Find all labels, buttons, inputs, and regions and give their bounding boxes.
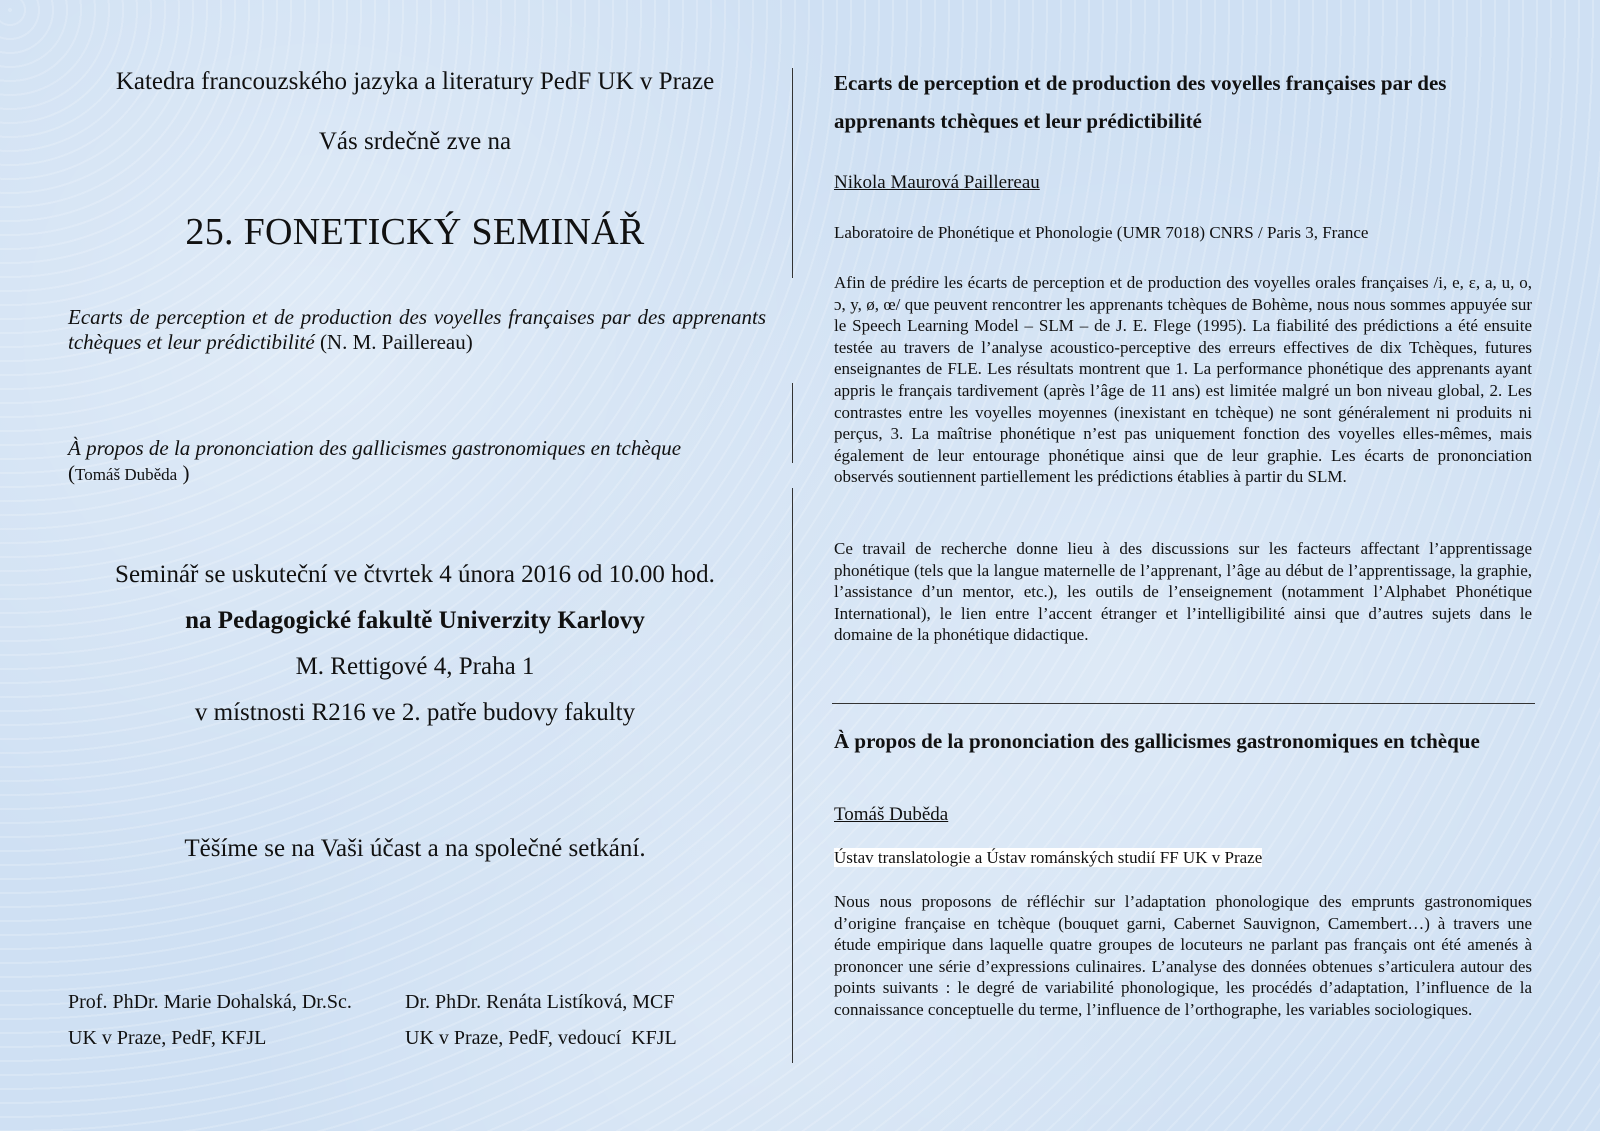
talk-1 — [68, 305, 766, 355]
column-divider-bottom — [792, 488, 793, 1063]
signature-affiliation: UK v Praze, PedF, vedoucí KFJL — [405, 1027, 677, 1049]
column-divider-middle — [792, 383, 793, 463]
abstract-2-paragraph-1: Nous nous proposons de réfléchir sur l’adaptation phonologique des emprunts gastronomiques d’origine française en tchèque (bouquet garni, Cabernet Sauvignon, Camembert…) à travers une étude empirique dans laquelle quatre groupes de locuteurs ne parlant pas français ont été amenés à prononcer une série d’expressions culinaires. L’analyse des données obtenues s’articulera autour des points suivants : le degré de variabilité phonologique, les procédés d’adaptation, l’influence de la connaissance conceptuelle du terme, l’influence de l’orthographe, les variables sociologiques. — [834, 892, 1532, 1019]
abstract-1-paragraph-2: Ce travail de recherche donne lieu à des discussions sur les facteurs affectant l’apprentissage phonétique (tels que la langue maternelle de l’apprenant, l’âge au début de l’apprentissage, la graphie, l’assistance d’un mentor, etc.), les outils de l’enseignement (notamment l’Alphabet Phonétique International), le lien entre l’accent étranger et l’intelligibilité ainsi que d’autres sujets dans le domaine de la phonétique didactique. — [834, 539, 1532, 645]
seminar-title: 25. FONETICKÝ SEMINÁŘ — [185, 211, 645, 253]
invitation-text: Vás srdečně zve na — [318, 128, 512, 155]
column-divider-top — [792, 68, 793, 278]
signature-name: Dr. PhDr. Renáta Listíková, MCF — [405, 991, 675, 1013]
talk-2 — [68, 436, 766, 487]
talk-1-title: Ecarts de perception et de production des voyelles françaises par des apprenants tchèques et leur prédictibilité — [68, 305, 766, 354]
signature-2 — [405, 984, 765, 1056]
talk-2-author: Tomáš Duběda — [75, 465, 178, 484]
abstract-2-title: À propos de la prononciation des gallicismes gastronomiques en tchèque — [834, 729, 1480, 753]
abstract-separator — [832, 703, 1535, 704]
abstract-2-affiliation — [834, 848, 1532, 868]
signature-name: Prof. PhDr. Marie Dohalská, Dr.Sc. — [68, 991, 352, 1013]
signature-1 — [68, 984, 388, 1056]
seminar-venue: na Pedagogické fakultě Univerzity Karlovy — [185, 607, 645, 634]
talk-2-title: À propos de la prononciation des gallicismes gastronomiques en tchèque — [68, 436, 682, 460]
abstract-1-affiliation: Laboratoire de Phonétique et Phonologie (UMR 7018) CNRS / Paris 3, France — [834, 223, 1369, 242]
abstract-1-author: Nikola Maurová Paillereau — [834, 172, 1040, 193]
closing-text: Těšíme se na Vaši účast a na společné setkání. — [184, 835, 646, 862]
abstract-2-author: Tomáš Duběda — [834, 804, 949, 825]
talk-1-author: (N. M. Paillereau) — [319, 330, 473, 354]
talk-2-author-close: ) — [177, 461, 190, 485]
seminar-date: Seminář se uskuteční ve čtvrtek 4 února 2016 od 10.00 hod. — [115, 561, 715, 588]
abstract-2-affiliation-text: Ústav translatologie a Ústav románských studií FF UK v Praze — [834, 848, 1263, 867]
seminar-address: M. Rettigové 4, Praha 1 — [295, 653, 535, 680]
abstract-1-paragraph-1: Afin de prédire les écarts de perception et de production des voyelles orales françaises /i, e, ɛ, a, u, o, ɔ, y, ø, œ/ que peuvent rencontrer les apprenants tchèques de Bohème, nous nous sommes appuyée sur le Speech Learning Model – SLM – de J. E. Flege (1995). La fiabilité des prédictions a été ensuite testée au travers de l’analyse acoustico-perceptive des erreurs effectives de dix Tchèques, futures enseignantes de FLE. Les résultats montrent que 1. La performance phonétique des apprenants ayant appris le français tardivement (après l’âge de 11 ans) est limitée malgré un bon niveau global, 2. Les contrastes entre les voyelles moyennes (inexistant en tchèque) ne sont généralement ni produits ni perçus, 3. La maîtrise phonétique n’est pas uniquement fonction des voyelles elles-mêmes, mais également de leur entourage phonétique ainsi que de leur graphie. Les écarts de prononciation observés soutiennent partiellement les prédictions établies à partir du SLM. — [834, 273, 1532, 487]
talk-2-author-open: ( — [68, 461, 75, 485]
seminar-room: v místnosti R216 ve 2. patře budovy fakulty — [194, 699, 636, 726]
abstract-1-title: Ecarts de perception et de production des voyelles françaises par des apprenants tchèques et leur prédictibilité — [834, 71, 1447, 133]
department-heading: Katedra francouzského jazyka a literatury PedF UK v Praze — [115, 68, 715, 95]
signature-affiliation: UK v Praze, PedF, KFJL — [68, 1027, 267, 1049]
